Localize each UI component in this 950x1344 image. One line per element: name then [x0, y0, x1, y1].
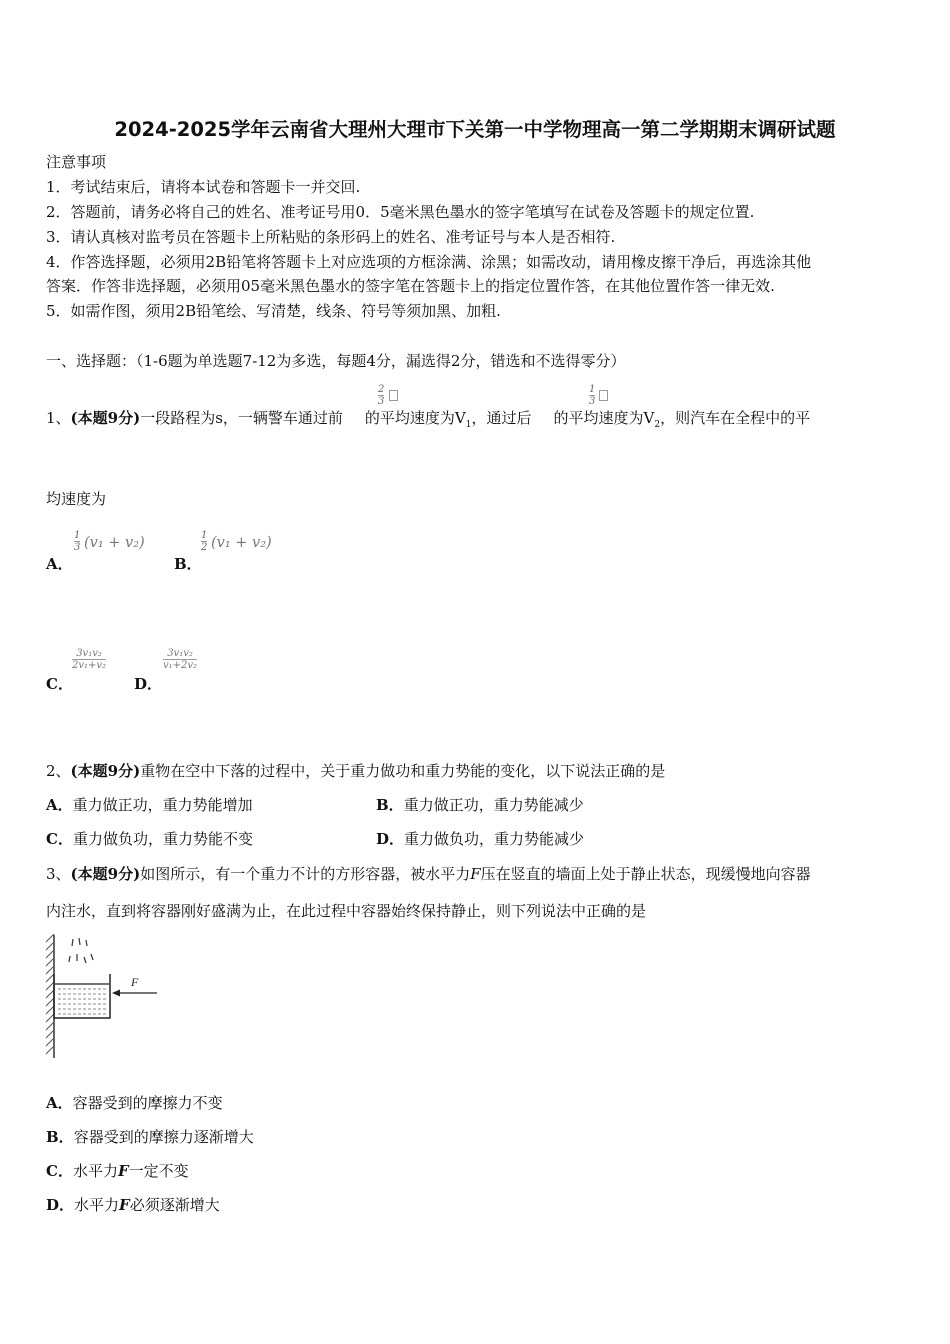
force-symbol: F	[117, 1162, 129, 1180]
fraction-denominator: 3	[589, 396, 596, 407]
fraction-numerator: 1	[74, 530, 81, 541]
option-text: 重力做负功，重力势能不变	[72, 830, 253, 848]
option-label: C．	[46, 830, 73, 848]
option-a[interactable]	[46, 796, 253, 814]
option-label: B．	[46, 1128, 74, 1146]
placeholder-box-icon	[599, 390, 608, 401]
option-text: 重力做正功，重力势能增加	[72, 796, 253, 814]
fraction-numerator: 3v₁v₂	[163, 648, 197, 660]
question-number: 1、	[46, 409, 71, 427]
subscript: 1	[465, 420, 472, 430]
notice-item: 2．答题前，请务必将自己的姓名、准考证号用0．5毫米黑色墨水的签字笔填写在试卷及答题卡的规定位置.	[46, 203, 755, 221]
force-arrow	[112, 990, 157, 997]
fraction-denominator: 2	[201, 542, 208, 553]
option-c-label[interactable]: C．	[46, 675, 73, 693]
option-b-label[interactable]: B．	[174, 555, 202, 573]
option-label: D．	[46, 1196, 75, 1214]
force-label: F	[131, 975, 139, 989]
question-2-stem	[46, 762, 665, 780]
question-text: ，则汽车在全程中的平	[660, 409, 811, 427]
page-title: 2024-2025学年云南省大理州大理市下关第一中学物理高一第二学期期末调研试题	[114, 118, 836, 141]
option-label: A．	[46, 796, 73, 814]
question-text: 如图所示，有一个重力不计的方形容器，被水平力	[140, 865, 471, 883]
question-3-line-2: 内注水，直到将容器刚好盛满为止，在此过程中容器始终保持静止，则下列说法中正确的是	[46, 902, 647, 920]
option-text: 必须逐渐增大	[129, 1196, 220, 1214]
question-3-line-1	[46, 865, 811, 883]
placeholder-box-icon	[389, 390, 398, 401]
fraction-two-thirds	[378, 384, 384, 407]
question-text: 的平均速度为V	[553, 409, 655, 427]
fraction-numerator: 1	[201, 530, 208, 541]
container-wall-figure	[42, 932, 162, 1062]
question-text: 压在竖直的墙面上处于静止状态，现缓慢地向容器	[480, 865, 811, 883]
question-number: 2、	[46, 762, 71, 780]
question-tag: (本题9分)	[70, 762, 141, 780]
fraction-numerator: 2	[378, 384, 385, 395]
option-d[interactable]	[376, 830, 584, 848]
fraction-numerator: 1	[589, 384, 596, 395]
notice-item: 答案．作答非选择题，必须用05毫米黑色墨水的签字笔在答题卡上的指定位置作答，在其他位置作答一律无效.	[46, 277, 775, 295]
wall-hatching	[46, 934, 54, 1058]
option-a-formula: (v₁ + v₂)	[84, 535, 145, 551]
subscript: 2	[654, 420, 661, 430]
notice-item: 5．如需作图，须用2B铅笔绘、写清楚，线条、符号等须加黑、加粗.	[46, 302, 501, 320]
option-text: 水平力	[72, 1162, 118, 1180]
option-d[interactable]	[46, 1196, 220, 1214]
fraction-denominator: 3	[74, 542, 81, 553]
option-text: 水平力	[74, 1196, 120, 1214]
question-1-line-2: 均速度为	[46, 490, 107, 508]
notice-item: 4．作答选择题，必须用2B铅笔将答题卡上对应选项的方框涂满、涂黑；如需改动，请用橡皮擦干净后，再选涂其他	[46, 253, 812, 271]
fraction-denominator: 3	[378, 396, 385, 407]
option-text: 重力做负功，重力势能减少	[404, 830, 585, 848]
option-label: B．	[376, 796, 404, 814]
option-b-formula: (v₁ + v₂)	[211, 535, 272, 551]
option-text: 容器受到的摩擦力逐渐增大	[73, 1128, 254, 1146]
question-text: 重物在空中下落的过程中，关于重力做功和重力势能的变化，以下说法正确的是	[140, 762, 666, 780]
notice-item: 1．考试结束后，请将本试卷和答题卡一并交回.	[46, 178, 361, 196]
option-b[interactable]	[376, 796, 584, 814]
option-c[interactable]	[46, 1162, 189, 1180]
question-tag: (本题9分)	[70, 409, 141, 427]
fraction-one-third	[589, 384, 595, 407]
option-label: A．	[46, 1094, 73, 1112]
option-d-label[interactable]: D．	[134, 675, 163, 693]
question-tag: (本题9分)	[70, 865, 141, 883]
option-c[interactable]	[46, 830, 253, 848]
option-b-coef	[201, 530, 207, 553]
section-heading: 一、选择题：（1-6题为单选题7-12为多选，每题4分，漏选得2分，错选和不选得零分）	[46, 352, 626, 370]
option-a-coef	[74, 530, 80, 553]
fraction-denominator: 2v₁+v₂	[72, 660, 107, 671]
question-text: 的平均速度为V	[364, 409, 466, 427]
option-b[interactable]	[46, 1128, 254, 1146]
question-number: 3、	[46, 865, 71, 883]
question-1-line-1	[46, 409, 810, 434]
force-symbol: F	[470, 865, 481, 883]
question-text: 一段路程为s，一辆警车通过前	[140, 409, 343, 427]
notice-item: 3．请认真核对监考员在答题卡上所粘贴的条形码上的姓名、准考证号与本人是否相符.	[46, 228, 616, 246]
container	[54, 974, 110, 1018]
water-drops	[69, 938, 93, 963]
notice-heading: 注意事项	[46, 153, 107, 171]
fraction-denominator: v₁+2v₂	[163, 660, 198, 671]
force-symbol: F	[119, 1196, 130, 1214]
fraction-numerator: 3v₁v₂	[72, 648, 106, 660]
option-label: D．	[376, 830, 405, 848]
option-a[interactable]	[46, 1094, 223, 1112]
option-text: 一定不变	[128, 1162, 189, 1180]
option-c-formula	[72, 648, 106, 671]
question-text: ，通过后	[471, 409, 532, 427]
option-label: C．	[46, 1162, 73, 1180]
option-text: 重力做正功，重力势能减少	[403, 796, 584, 814]
option-a-label[interactable]: A．	[46, 555, 73, 573]
option-d-formula	[163, 648, 197, 671]
option-text: 容器受到的摩擦力不变	[72, 1094, 223, 1112]
